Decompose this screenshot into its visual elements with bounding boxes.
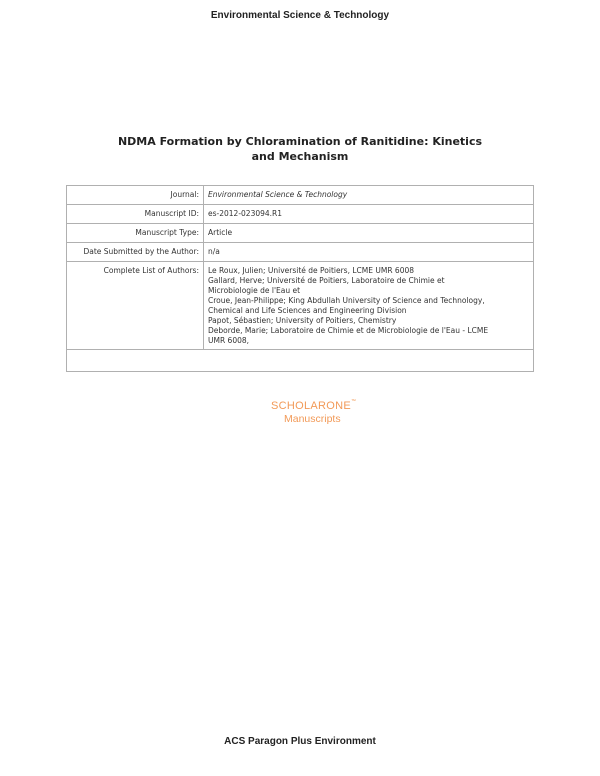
- authors-row: [67, 262, 534, 350]
- manuscript-id-value: es-2012-023094.R1: [204, 205, 534, 224]
- author-line: Chemical and Life Sciences and Engineering Division: [208, 306, 407, 315]
- author-line: UMR 6008,: [208, 336, 250, 345]
- date-submitted-row: [67, 243, 534, 262]
- page-footer: ACS Paragon Plus Environment: [224, 736, 376, 747]
- author-line: Croue, Jean-Philippe; King Abdullah University of Science and Technology,: [208, 296, 485, 305]
- paper-title: [110, 134, 490, 164]
- scholarone-subtitle: Manuscripts: [284, 413, 341, 425]
- journal-label: Journal:: [67, 186, 204, 205]
- author-line: Papot, Sébastien; University of Poitiers, Chemistry: [208, 316, 397, 325]
- author-line: Deborde, Marie; Laboratoire de Chimie et de Microbiologie de l'Eau - LCME: [208, 326, 489, 335]
- date-submitted-label: Date Submitted by the Author:: [67, 243, 204, 262]
- manuscript-id-label: Manuscript ID:: [67, 205, 204, 224]
- manuscript-type-label: Manuscript Type:: [67, 224, 204, 243]
- empty-row: [67, 350, 534, 372]
- journal-value: Environmental Science & Technology: [204, 186, 534, 205]
- authors-label: Complete List of Authors:: [67, 262, 204, 350]
- paper-title-line-2: and Mechanism: [251, 150, 349, 163]
- author-line: Le Roux, Julien; Université de Poitiers, LCME UMR 6008: [208, 266, 415, 275]
- author-line: Gallard, Herve; Université de Poitiers, Laboratoire de Chimie et: [208, 276, 445, 285]
- journal-row: [67, 186, 534, 205]
- date-submitted-value: n/a: [204, 243, 534, 262]
- trademark-symbol: ™: [351, 398, 357, 405]
- manuscript-id-row: [67, 205, 534, 224]
- manuscript-metadata-table: [66, 185, 534, 372]
- scholarone-logo: [271, 396, 381, 425]
- authors-list: [204, 262, 534, 350]
- manuscript-type-row: [67, 224, 534, 243]
- paper-title-line-1: NDMA Formation by Chloramination of Ranitidine: Kinetics: [117, 135, 483, 148]
- journal-header: Environmental Science & Technology: [210, 10, 390, 21]
- scholarone-brand: SCHOLARONE: [271, 400, 352, 412]
- empty-cell: [67, 350, 534, 372]
- manuscript-type-value: Article: [204, 224, 534, 243]
- author-line: Microbiologie de l'Eau et: [208, 286, 301, 295]
